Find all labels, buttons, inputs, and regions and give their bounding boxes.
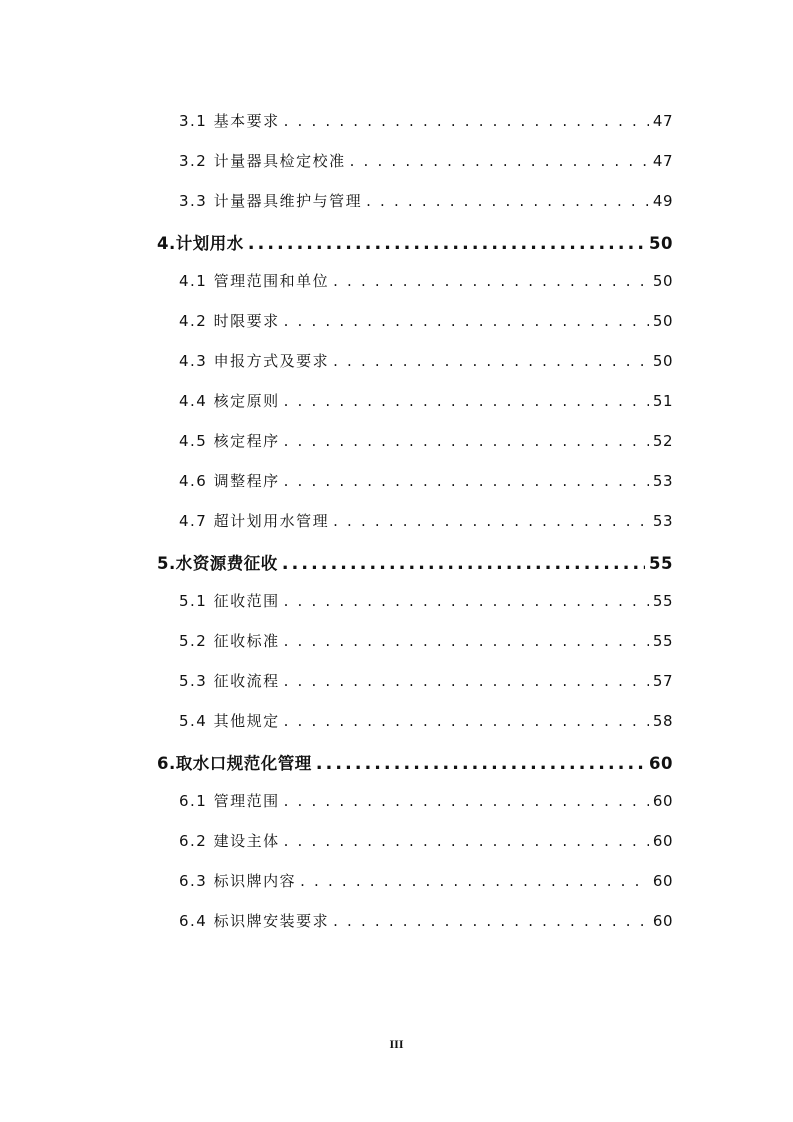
toc-section-entry[interactable] [179, 790, 673, 814]
toc-page-number: 57 [652, 672, 673, 690]
toc-entry-title: 6.2 建设主体 [179, 832, 280, 850]
toc-chapter-entry[interactable] [157, 230, 673, 254]
toc-section-entry[interactable] [179, 510, 673, 534]
toc-dot-leader [284, 592, 649, 610]
toc-entry-title: 5.2 征收标准 [179, 632, 280, 650]
page-number: III [389, 1037, 404, 1051]
toc-page-number: 50 [652, 312, 673, 330]
toc-page-number: 51 [652, 392, 673, 410]
toc-page-number: 47 [652, 112, 673, 130]
toc-entry-title: 5.3 征收流程 [179, 672, 280, 690]
toc-section-entry[interactable] [179, 270, 673, 294]
toc-dot-leader [333, 912, 649, 930]
toc-chapter-entry[interactable] [157, 550, 673, 574]
toc-entry-title: 3.2 计量器具检定校准 [179, 152, 346, 170]
toc-dot-leader [284, 672, 649, 690]
toc-entry-title: 4.2 时限要求 [179, 312, 280, 330]
toc-section-entry[interactable] [179, 350, 673, 374]
toc-entry-title: 4.计划用水 [157, 234, 244, 253]
toc-entry-title: 5.水资源费征收 [157, 554, 278, 573]
toc-section-entry[interactable] [179, 870, 673, 894]
toc-page-number: 60 [652, 832, 673, 850]
toc-dot-leader [316, 753, 645, 774]
toc-page-number: 58 [652, 712, 673, 730]
toc-entry-title: 6.3 标识牌内容 [179, 872, 297, 890]
toc-page-number: 60 [652, 912, 673, 930]
toc-section-entry[interactable] [179, 110, 673, 134]
toc-entry-title: 4.5 核定程序 [179, 432, 280, 450]
toc-page-number: 60 [652, 872, 673, 890]
toc-entry-title: 4.1 管理范围和单位 [179, 272, 330, 290]
toc-page-number: 50 [649, 234, 673, 253]
toc-dot-leader [284, 792, 649, 810]
toc-page-number: 60 [652, 792, 673, 810]
toc-entry-title: 5.1 征收范围 [179, 592, 280, 610]
toc-entry-title: 4.3 申报方式及要求 [179, 352, 330, 370]
toc-section-entry[interactable] [179, 910, 673, 934]
toc-dot-leader [333, 272, 649, 290]
toc-dot-leader [284, 312, 649, 330]
toc-page-number: 53 [652, 512, 673, 530]
toc-page-number: 55 [652, 632, 673, 650]
toc-entry-title: 6.取水口规范化管理 [157, 754, 312, 773]
toc-dot-leader [284, 472, 649, 490]
toc-page-number: 47 [652, 152, 673, 170]
toc-entry-title: 4.7 超计划用水管理 [179, 512, 330, 530]
toc-page-number: 55 [649, 554, 673, 573]
toc-entry-title: 5.4 其他规定 [179, 712, 280, 730]
toc-section-entry[interactable] [179, 710, 673, 734]
toc-entry-title: 6.4 标识牌安装要求 [179, 912, 330, 930]
toc-dot-leader [284, 112, 649, 130]
toc-section-entry[interactable] [179, 590, 673, 614]
toc-dot-leader [284, 632, 649, 650]
toc-entry-title: 4.4 核定原则 [179, 392, 280, 410]
toc-chapter-entry[interactable] [157, 750, 673, 774]
toc-page-number: 52 [652, 432, 673, 450]
toc-section-entry[interactable] [179, 150, 673, 174]
toc-dot-leader [350, 152, 649, 170]
toc-page-number: 53 [652, 472, 673, 490]
toc-section-entry[interactable] [179, 630, 673, 654]
toc-section-entry[interactable] [179, 830, 673, 854]
toc-page-number: 49 [652, 192, 673, 210]
toc-dot-leader [333, 352, 649, 370]
toc-dot-leader [333, 512, 649, 530]
toc-dot-leader [282, 553, 645, 574]
toc-section-entry[interactable] [179, 670, 673, 694]
toc-section-entry[interactable] [179, 310, 673, 334]
toc-section-entry[interactable] [179, 470, 673, 494]
toc-section-entry[interactable] [179, 430, 673, 454]
toc-page-number: 50 [652, 352, 673, 370]
toc-dot-leader [366, 192, 649, 210]
toc-entry-title: 3.1 基本要求 [179, 112, 280, 130]
toc-page-number: 50 [652, 272, 673, 290]
toc-dot-leader [284, 832, 649, 850]
toc-section-entry[interactable] [179, 390, 673, 414]
toc-dot-leader [284, 712, 649, 730]
toc-section-entry[interactable] [179, 190, 673, 214]
toc-dot-leader [284, 392, 649, 410]
toc-page-number: 55 [652, 592, 673, 610]
toc-dot-leader [248, 233, 645, 254]
toc-dot-leader [300, 872, 649, 890]
toc-entry-title: 6.1 管理范围 [179, 792, 280, 810]
toc-page-number: 60 [649, 754, 673, 773]
toc-entry-title: 3.3 计量器具维护与管理 [179, 192, 363, 210]
toc-dot-leader [284, 432, 649, 450]
toc-entry-title: 4.6 调整程序 [179, 472, 280, 490]
